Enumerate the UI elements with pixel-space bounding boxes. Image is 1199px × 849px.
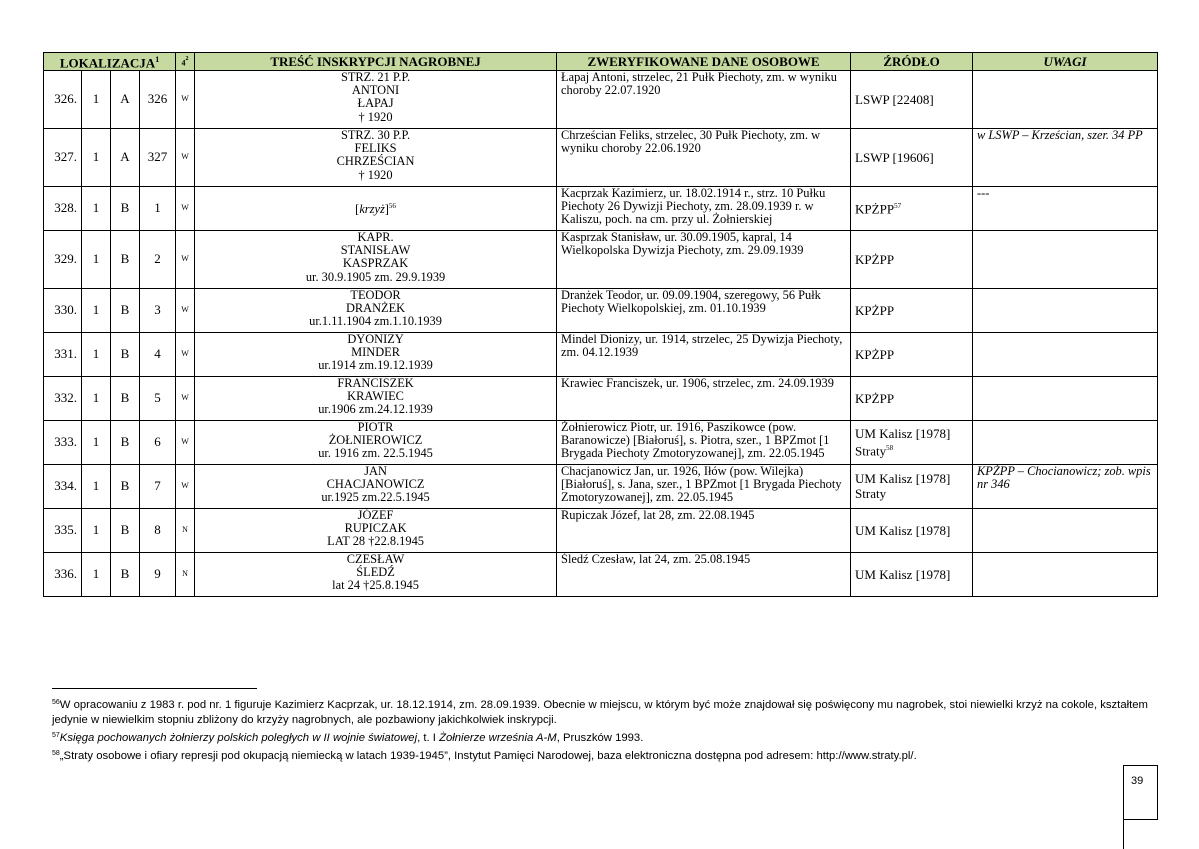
cell-inscription [195, 332, 557, 376]
inscription-line: STANISŁAW [340, 242, 411, 257]
table-row [44, 420, 1158, 464]
cell-notes [973, 552, 1158, 596]
inscription-line: RUPICZAK [344, 520, 407, 535]
row-number: 330. [44, 288, 82, 332]
cell-verified-data: Żołnierowicz Piotr, ur. 1916, Paszikowce (pow. Baranowicze) [Białoruś], s. Piotra, szer., 1 BPZmot [1 Brygada Piechoty Zmotoryzowanej], zm. 22.05.1945 [557, 420, 851, 464]
row-number: 327. [44, 128, 82, 186]
page-margin-line [1123, 819, 1124, 849]
footnote-divider [52, 688, 257, 689]
cell-verified-data: Chrześcian Feliks, strzelec, 30 Pułk Piechoty, zm. w wyniku choroby 22.06.1920 [557, 128, 851, 186]
cell-loc-a: 1 [82, 376, 111, 420]
source-secondary: Straty [855, 486, 887, 502]
cell-notes: --- [973, 186, 1158, 230]
cell-code: N [176, 508, 195, 552]
cell-loc-c: 8 [140, 508, 176, 552]
cell-source: LSWP [19606] [851, 128, 973, 186]
cell-loc-a: 1 [82, 552, 111, 596]
inscription-line: STRZ. 21 P.P. [340, 69, 411, 84]
inscription-line: ANTONI [351, 82, 400, 97]
table-row [44, 376, 1158, 420]
inscription-line: ŁAPAJ [357, 96, 394, 111]
cell-code: N [176, 552, 195, 596]
inscription-line: KAPR. [357, 229, 394, 244]
cell-inscription [195, 288, 557, 332]
cell-loc-b: A [111, 128, 140, 186]
inscription-line: † 1920 [358, 109, 393, 124]
cell-verified-data: Krawiec Franciszek, ur. 1906, strzelec, zm. 24.09.1939 [557, 376, 851, 420]
cell-code: W [176, 70, 195, 128]
cell-notes [973, 332, 1158, 376]
cell-verified-data: Chacjanowicz Jan, ur. 1926, Iłów (pow. Wilejka) [Białoruś], s. Jana, szer., 1 BPZmot [1 Brygada Piechoty Zmotoryzowanej], zm. 22.05.1945 [557, 464, 851, 508]
header-inscription: TREŚĆ INSKRYPCJI NAGROBNEJ [195, 53, 557, 71]
cell-loc-c: 3 [140, 288, 176, 332]
header-row [44, 53, 1158, 71]
cell-inscription [195, 70, 557, 128]
row-number: 328. [44, 186, 82, 230]
footnotes [52, 695, 1152, 764]
inscription-line: FELIKS [354, 140, 397, 155]
cell-loc-a: 1 [82, 464, 111, 508]
cell-notes [973, 420, 1158, 464]
table-row [44, 186, 1158, 230]
cell-loc-c: 1 [140, 186, 176, 230]
cell-inscription [195, 464, 557, 508]
cell-notes [973, 508, 1158, 552]
cell-inscription [195, 552, 557, 596]
cell-notes: w LSWP – Krześcian, szer. 34 PP [973, 128, 1158, 186]
inscription-line: † 1920 [358, 167, 393, 182]
cell-loc-a: 1 [82, 230, 111, 288]
table-row [44, 464, 1158, 508]
cell-code: W [176, 332, 195, 376]
table-row [44, 128, 1158, 186]
row-number: 329. [44, 230, 82, 288]
cell-loc-a: 1 [82, 420, 111, 464]
inscription-line: ur. 30.9.1905 zm. 29.9.1939 [305, 269, 446, 284]
inscription-line: FRANCISZEK [337, 375, 414, 390]
cell-notes [973, 376, 1158, 420]
cell-loc-a: 1 [82, 288, 111, 332]
inscription-cross: krzyż [359, 202, 385, 217]
row-number: 334. [44, 464, 82, 508]
table-row [44, 552, 1158, 596]
cell-loc-a: 1 [82, 128, 111, 186]
cell-source: KPŻPP [851, 230, 973, 288]
cell-loc-b: B [111, 376, 140, 420]
inscription-line: CHRZEŚCIAN [336, 154, 415, 169]
inscription-line: CHACJANOWICZ [326, 476, 425, 491]
row-number: 335. [44, 508, 82, 552]
cell-code: W [176, 128, 195, 186]
cell-verified-data: Kasprzak Stanisław, ur. 30.09.1905, kapral, 14 Wielkopolska Dywizja Piechoty, zm. 29.09.1939 [557, 230, 851, 288]
inscription-line: JÓZEF [357, 507, 394, 522]
inscription-line: KRAWIEC [347, 388, 404, 403]
cell-verified-data: Rupiczak Józef, lat 28, zm. 22.08.1945 [557, 508, 851, 552]
inscription-line: KASPRZAK [342, 256, 409, 271]
page-number-box [1123, 765, 1158, 820]
cell-loc-b: B [111, 230, 140, 288]
footnote-57: $^{57}$Księga pochowanych żołnierzy polskich poległych w II wojnie światowej, t. I Żołnierze września A-M, Pruszków 1993. [52, 732, 644, 744]
cell-loc-c: 4 [140, 332, 176, 376]
source-primary: UM Kalisz [1978] [855, 471, 951, 487]
cell-loc-c: 2 [140, 230, 176, 288]
header-verified-data: ZWERYFIKOWANE DANE OSOBOWE [557, 53, 851, 71]
cell-source: KPŻPP [851, 332, 973, 376]
cell-source: KPŻPP [851, 376, 973, 420]
inscription-line: CZESŁAW [346, 551, 405, 566]
cell-code: W [176, 186, 195, 230]
cell-loc-a: 1 [82, 508, 111, 552]
table-row [44, 230, 1158, 288]
cell-loc-c: 326 [140, 70, 176, 128]
cell-loc-c: 9 [140, 552, 176, 596]
cell-notes [973, 70, 1158, 128]
cell-loc-a: 1 [82, 186, 111, 230]
inscription-line: TEODOR [350, 287, 401, 302]
cell-loc-a: 1 [82, 70, 111, 128]
inscription-line: ur.1906 zm.24.12.1939 [318, 402, 433, 417]
cell-source [851, 420, 973, 464]
inscription-line: ur.1925 zm.22.5.1945 [321, 490, 430, 505]
cell-verified-data: Mindel Dionizy, ur. 1914, strzelec, 25 Dywizja Piechoty, zm. 04.12.1939 [557, 332, 851, 376]
row-number: 331. [44, 332, 82, 376]
cell-notes [973, 230, 1158, 288]
grave-register-table [43, 52, 1158, 597]
header-col4: $4^2$ [176, 53, 195, 71]
source-primary: UM Kalisz [1978] [855, 425, 951, 441]
table-row [44, 508, 1158, 552]
footnote-58: $^{58}$„Straty osobowe i ofiary represji pod okupacją niemiecką w latach 1939-1945”, Instytut Pamięci Narodowej, baza elektroniczna dostępna pod adresem: http://www.straty.pl/. [52, 750, 917, 762]
cell-loc-c: 5 [140, 376, 176, 420]
row-number: 332. [44, 376, 82, 420]
cell-source: LSWP [22408] [851, 70, 973, 128]
page-number: 39 [1131, 775, 1144, 787]
cell-inscription: [krzyż]$^{56}$ [195, 186, 557, 230]
cell-source: UM Kalisz [1978] [851, 552, 973, 596]
table-row [44, 332, 1158, 376]
cell-notes [973, 288, 1158, 332]
footnote-56: $^{56}$W opracowaniu z 1983 r. pod nr. 1 figuruje Kazimierz Kacprzak, ur. 18.12.1914, zm. 28.09.1939. Obecnie w miejscu, w którym być może znajdował się poświęcony mu nagrobek, stoi niewielki krzyż na cokole, kształtem jedynie w niewielkim stopniu zbliżony do krzyży nagrobnych, ale pozbawiony jakichkolwiek inskrypcji. [52, 699, 1148, 726]
inscription-line: ŚLEDŹ [356, 564, 395, 579]
cell-loc-b: B [111, 420, 140, 464]
cell-code: W [176, 420, 195, 464]
inscription-line: JAN [364, 463, 387, 478]
header-lokalizacja: LOKALIZACJA$^1$ [44, 53, 176, 71]
cell-inscription [195, 420, 557, 464]
footnote-ref-56: 56 [388, 201, 396, 210]
inscription-line: MINDER [351, 344, 400, 359]
cell-loc-c: 327 [140, 128, 176, 186]
cell-source: UM Kalisz [1978] [851, 508, 973, 552]
cell-loc-b: B [111, 464, 140, 508]
table-row [44, 288, 1158, 332]
cell-loc-b: A [111, 70, 140, 128]
inscription-line: ur. 1916 zm. 22.5.1945 [318, 446, 433, 461]
table-row [44, 70, 1158, 128]
cell-code: W [176, 376, 195, 420]
cell-verified-data: Dranżek Teodor, ur. 09.09.1904, szeregowy, 56 Pułk Piechoty Wielkopolskiej, zm. 01.10.1939 [557, 288, 851, 332]
cell-code: W [176, 230, 195, 288]
cell-notes: KPŻPP – Chocianowicz; zob. wpis nr 346 [973, 464, 1158, 508]
cell-verified-data: Kacprzak Kazimierz, ur. 18.02.1914 r., strz. 10 Pułku Piechoty 26 Dywizji Piechoty, zm. 28.09.1939 r. w Kaliszu, poch. na cm. przy ul. Żołnierskiej [557, 186, 851, 230]
inscription-line: ŻOŁNIEROWICZ [328, 432, 423, 447]
cell-loc-b: B [111, 552, 140, 596]
cell-inscription [195, 376, 557, 420]
header-notes: UWAGI [973, 53, 1158, 71]
inscription-line: DYONIZY [347, 331, 404, 346]
footnote-ref-57: 57 [894, 202, 902, 211]
cell-loc-b: B [111, 186, 140, 230]
inscription-line: ur.1.11.1904 zm.1.10.1939 [309, 314, 442, 329]
cell-source [851, 464, 973, 508]
row-number: 326. [44, 70, 82, 128]
cell-loc-b: B [111, 288, 140, 332]
source-secondary: Straty [855, 443, 887, 459]
cell-inscription [195, 230, 557, 288]
inscription-line: LAT 28 †22.8.1945 [327, 534, 424, 549]
inscription-line: PIOTR [357, 419, 394, 434]
cell-inscription [195, 508, 557, 552]
cell-source: KPŻPP [851, 288, 973, 332]
row-number: 336. [44, 552, 82, 596]
inscription-line: ur.1914 zm.19.12.1939 [318, 358, 433, 373]
inscription-line: STRZ. 30 P.P. [340, 127, 411, 142]
cell-code: W [176, 288, 195, 332]
cell-code: W [176, 464, 195, 508]
cell-loc-a: 1 [82, 332, 111, 376]
cell-source: KPŻPP$^{57}$ [851, 186, 973, 230]
cell-loc-c: 6 [140, 420, 176, 464]
cell-loc-b: B [111, 332, 140, 376]
footnote-ref-58: 58 [886, 443, 894, 452]
cell-inscription [195, 128, 557, 186]
cell-loc-c: 7 [140, 464, 176, 508]
cell-loc-b: B [111, 508, 140, 552]
cell-verified-data: Śledź Czesław, lat 24, zm. 25.08.1945 [557, 552, 851, 596]
inscription-line: DRANŻEK [345, 300, 406, 315]
inscription-line: lat 24 †25.8.1945 [332, 578, 419, 593]
header-source: ŹRÓDŁO [851, 53, 973, 71]
cell-verified-data: Łapaj Antoni, strzelec, 21 Pułk Piechoty, zm. w wyniku choroby 22.07.1920 [557, 70, 851, 128]
row-number: 333. [44, 420, 82, 464]
